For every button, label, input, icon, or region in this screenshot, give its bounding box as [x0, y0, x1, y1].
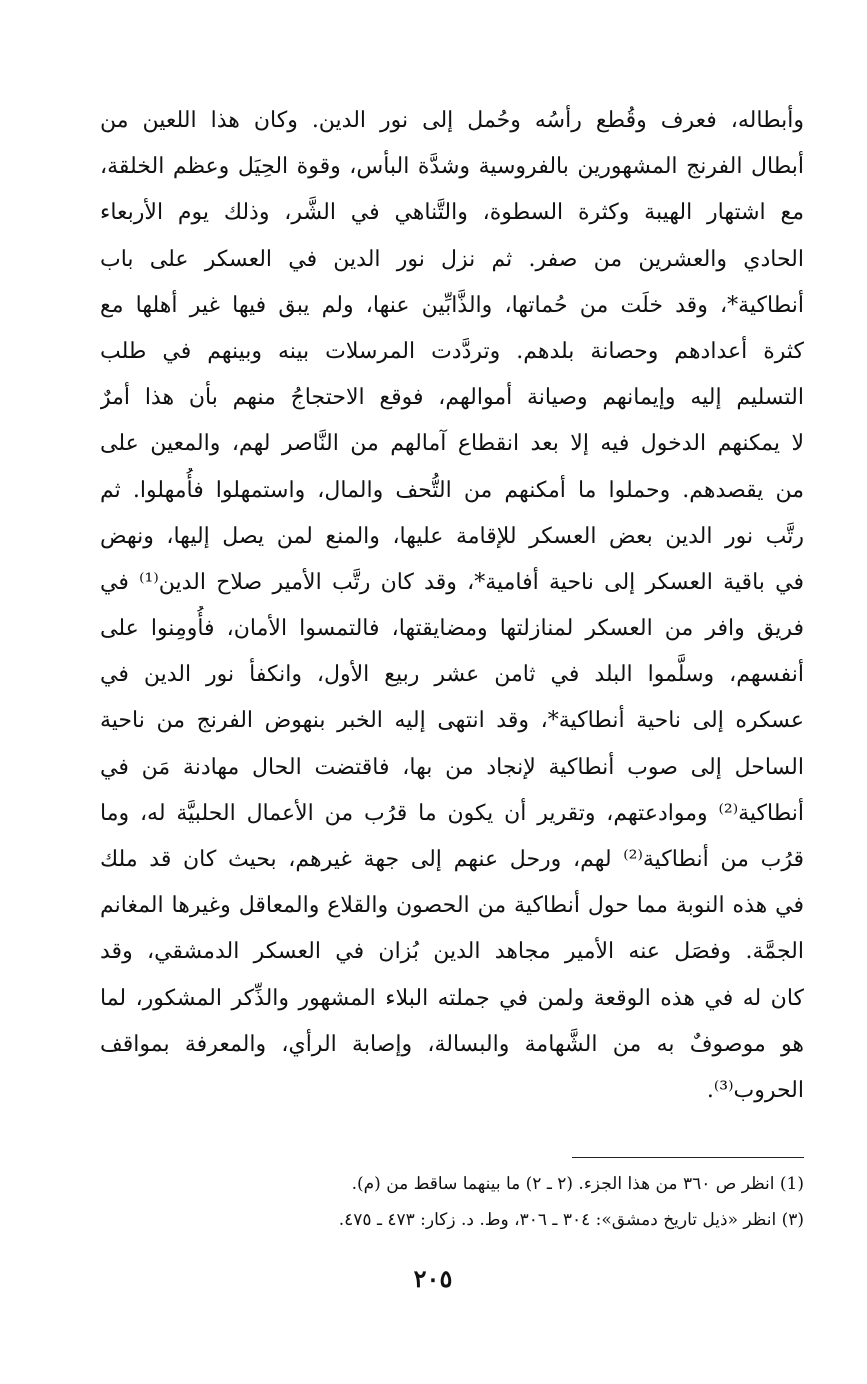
text-line: من يقصدهم. وحملوا ما أمكنهم من التُّحف والمال، واستمهلوا فأُمهلوا. ثم [100, 477, 804, 503]
text-line: في باقية العسكر إلى ناحية أفامية*، وقد كان رتَّب الأمير صلاح الدين⁽¹⁾ في [100, 569, 804, 595]
main-text [100, 98, 804, 1114]
text-line: أبطال الفرنج المشهورين بالفروسية وشدَّة البأس، وقوة الحِيَل وعظم الخلقة، [100, 154, 804, 180]
footnote: (٣) انظر «ذيل تاريخ دمشق»: ٣٠٤ ـ ٣٠٦، وط. د. زكار: ٤٧٣ ـ ٤٧٥. [338, 1210, 804, 1230]
text-line: الساحل إلى صوب أنطاكية لإنجاد من بها، فاقتضت الحال مهادنة مَن في [100, 754, 804, 780]
page-number: ٢٠٥ [413, 1264, 453, 1293]
text-line: الحادي والعشرين من صفر. ثم نزل نور الدين في العسكر على باب [100, 246, 804, 272]
text-line: لا يمكنهم الدخول فيه إلا بعد انقطاع آمالهم من النَّاصر لهم، والمعين على [100, 431, 804, 457]
text-line: كثرة أعدادهم وحصانة بلدهم. وتردَّدت المرسلات بينه وبينهم في طلب [100, 338, 804, 364]
text-line: فريق وافر من العسكر لمنازلتها ومضايقتها، فالتمسوا الأمان، فأُومِنوا على [100, 616, 804, 642]
text-line: رتَّب نور الدين بعض العسكر للإقامة عليها، والمنع لمن يصل إليها، ونهض [100, 523, 804, 549]
footnotes [130, 1166, 804, 1238]
text-line: وأبطاله، فعرف وقُطع رأسُه وحُمل إلى نور الدين. وكان هذا اللعين من [100, 108, 804, 133]
text-line: أنفسهم، وسلَّموا البلد في ثامن عشر ربيع الأول، وانكفأ نور الدين في [100, 662, 804, 688]
text-line: أنطاكية⁽²⁾ وموادعتهم، وتقرير أن يكون ما قرُب من الأعمال الحلبيَّة له، وما [100, 800, 804, 826]
footnote-divider [572, 1157, 804, 1158]
text-line: التسليم إليه وإيمانهم وصيانة أموالهم، فوقع الاحتجاجُ منهم بأن هذا أمرٌ [100, 385, 804, 411]
text-line: مع اشتهار الهيبة وكثرة السطوة، والتَّناهي في الشَّر، وذلك يوم الأربعاء [100, 200, 804, 226]
text-line: عسكره إلى ناحية أنطاكية*، وقد انتهى إليه الخبر بنهوض الفرنج من ناحية [100, 708, 804, 734]
text-line: الجمَّة. وفصَل عنه الأمير مجاهد الدين بُزان في العسكر الدمشقي، وقد [100, 939, 804, 965]
footnote: (1) انظر ص ٣٦٠ من هذا الجزء. (٢ ـ ٢) ما بينهما ساقط من (م). [351, 1174, 804, 1194]
text-line: الحروب⁽³⁾. [706, 1077, 804, 1103]
text-line: قرُب من أنطاكية⁽²⁾ لهم، ورحل عنهم إلى جهة غيرهم، بحيث كان قد ملك [100, 847, 804, 872]
text-line: هو موصوفٌ به من الشَّهامة والبسالة، وإصابة الرأي، والمعرفة بمواقف [100, 1031, 804, 1057]
text-line: أنطاكية*، وقد خلَت من حُماتها، والذَّابِّين عنها، ولم يبق فيها غير أهلها مع [100, 292, 804, 318]
text-line: كان له في هذه الوقعة ولمن في جملته البلاء المشهور والذِّكر المشكور، لما [100, 985, 804, 1011]
text-line: في هذه النوبة مما حول أنطاكية من الحصون والقلاع والمعاقل وغيرها المغانم [100, 893, 804, 919]
